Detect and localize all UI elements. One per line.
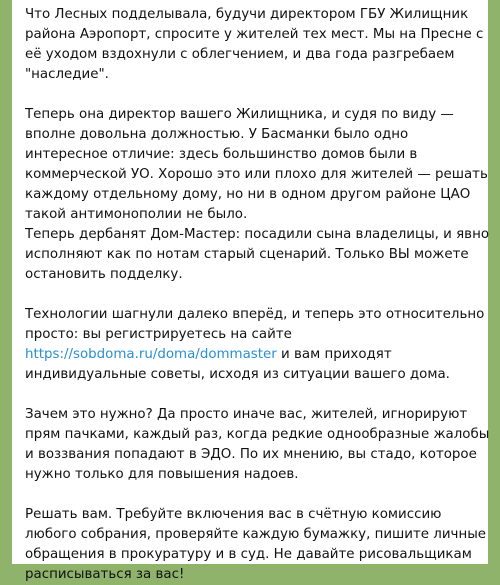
text-line: обращения в прокуратуру и в суд. Не давайте рисовальщикам: [25, 547, 472, 562]
text-line: интересное отличие: здесь большинство домов были в: [25, 147, 418, 162]
text-line: Решать вам. Требуйте включения вас в счётную комиссию: [25, 507, 442, 522]
paragraph-4: [25, 305, 485, 385]
text-line: каждому отдельному дому, но ни в одном другом районе ЦАО: [25, 187, 471, 202]
text-line: Что Лесных подделывала, будучи директором ГБУ Жилищник: [25, 7, 469, 22]
text-line-with-link: [25, 345, 478, 365]
text-line: любого собрания, проверяйте каждую бумажку, пишите личные: [25, 527, 487, 542]
text-line: просто: вы регистрируетесь на сайте: [25, 327, 292, 342]
paragraph-2: [25, 105, 488, 225]
text-line: Зачем это нужно? Да просто иначе вас, жителей, игнорируют: [25, 407, 468, 422]
sobdoma-link[interactable]: https://sobdoma.ru/doma/dommaster: [25, 347, 277, 362]
text-line: индивидуальные советы, исходя из ситуации вашего дома.: [25, 367, 450, 382]
text-line: такой антимонополии не было.: [25, 207, 248, 222]
message-bubble: [12, 0, 490, 582]
text-line: прям пачками, каждый раз, когда редкие однообразные жалобы: [25, 427, 490, 442]
text-line: района Аэропорт, спросите у жителей тех мест. Мы на Пресне с: [25, 27, 484, 42]
paragraph-6: [25, 505, 487, 585]
paragraph-5: [25, 405, 490, 485]
text-line: Теперь дербанят Дом-Мастер: посадили сына владелицы, и явно: [25, 227, 490, 242]
text-line: Теперь она директор вашего Жилищника, и судя по виду —: [25, 107, 454, 122]
text-line: исполняют как по нотам старый сценарий. Только ВЫ можете: [25, 247, 469, 262]
text-line: и воззвания попадают в ЭДО. По их мнению, вы стадо, которое: [25, 447, 477, 462]
text-line: "наследие".: [25, 67, 109, 82]
paragraph-3: [25, 225, 490, 285]
paragraph-1: [25, 5, 484, 85]
text-line: её уходом вздохнули с облегчением, и два года разгребаем: [25, 47, 455, 62]
text-line: вполне довольна должностью. У Басманки было одно: [25, 127, 409, 142]
text-line: остановить подделку.: [25, 267, 183, 282]
text-line: расписываться за вас!: [25, 567, 185, 582]
text-line: коммерческой УО. Хорошо это или плохо для жителей — решать: [25, 167, 488, 182]
text-line: Технологии шагнули далеко вперёд, и теперь это относительно: [25, 307, 485, 322]
text-line: нужно только для повышения надоев.: [25, 467, 299, 482]
text-fragment: и вам приходят: [276, 347, 392, 362]
